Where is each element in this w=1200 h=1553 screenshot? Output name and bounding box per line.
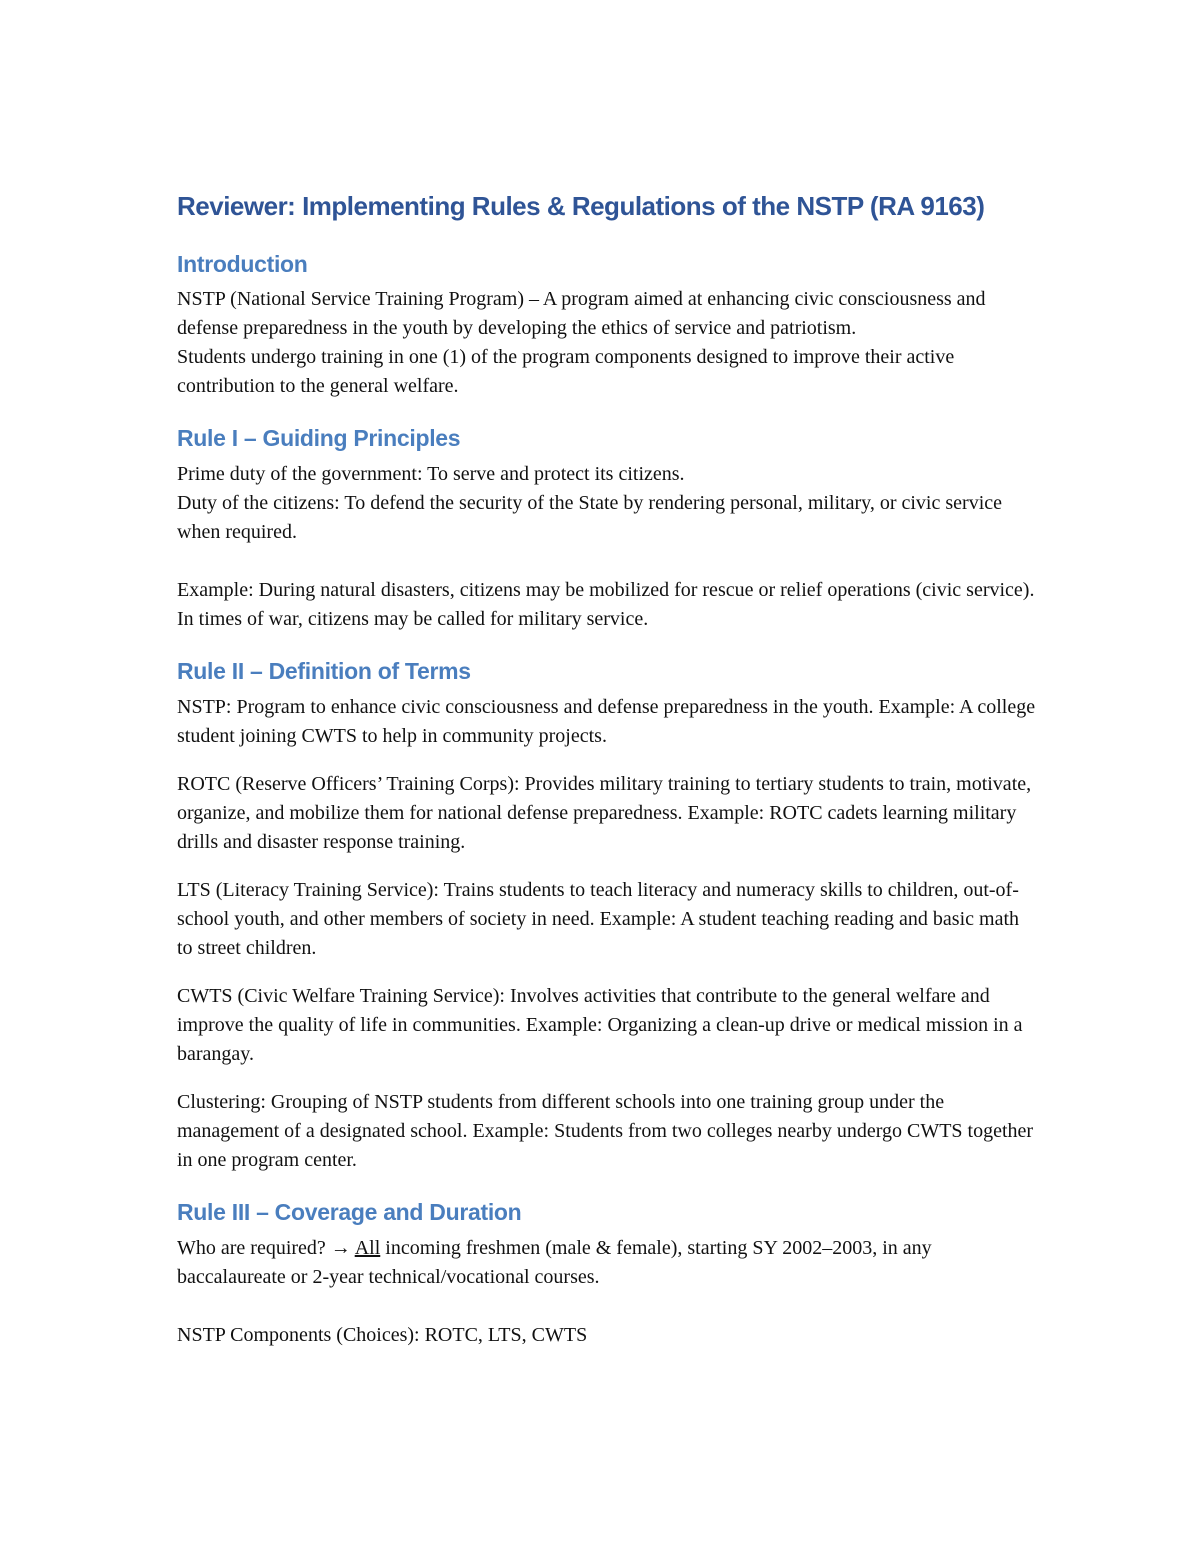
rule3-paragraph-components: NSTP Components (Choices): ROTC, LTS, CWTS [177,1324,588,1347]
rule2-paragraph-nstp: NSTP: Program to enhance civic consciousness and defense preparedness in the youth. Example: A college student joining CWTS to help in community projects. [177,696,1036,748]
rule3-paragraph-who-are-required [177,1234,1037,1292]
rule2-paragraph-cwts: CWTS (Civic Welfare Training Service): Involves activities that contribute to the general welfare and improve the quality of life in communities. Example: Organizing a clean-up drive or medical mission in a barangay. [177,985,1023,1066]
who-required-prefix: Who are required? → [177,1237,355,1260]
section-heading-rule-1-guiding-principles: Rule I – Guiding Principles [177,425,461,452]
rule1-paragraph-example: Example: During natural disasters, citizens may be mobilized for rescue or relief operations (civic service). In times of war, citizens may be called for military service. [177,579,1035,631]
section-heading-rule-2-definition-of-terms: Rule II – Definition of Terms [177,658,471,685]
rule1-paragraph-duty-of-citizens: Duty of the citizens: To defend the security of the State by rendering personal, military, or civic service when required. [177,492,1002,544]
section-heading-rule-3-coverage-and-duration: Rule III – Coverage and Duration [177,1199,522,1226]
section-heading-introduction: Introduction [177,250,308,277]
rule2-paragraph-lts: LTS (Literacy Training Service): Trains students to teach literacy and numeracy skills to children, out-of-school youth, and other members of society in need. Example: A student teaching reading and basic math to street children. [177,879,1020,960]
document-body [177,250,1037,1351]
document-title: Reviewer: Implementing Rules & Regulations of the NSTP (RA 9163) [177,191,985,221]
introduction-paragraph-2: Students undergo training in one (1) of the program components designed to improve their active contribution to the general welfare. [177,346,955,398]
introduction-paragraph-1: NSTP (National Service Training Program) – A program aimed at enhancing civic consciousness and defense preparedness in the youth by developing the ethics of service and patriotism. [177,288,986,340]
rule2-paragraph-rotc: ROTC (Reserve Officers’ Training Corps): Provides military training to tertiary students to train, motivate, organize, and mobilize them for national defense preparedness. Example: ROTC cadets learning military drills and disaster response training. [177,773,1032,854]
rule1-paragraph-prime-duty: Prime duty of the government: To serve and protect its citizens. [177,463,685,486]
who-required-suffix: incoming freshmen (male & female), starting SY 2002–2003, in any baccalaureate or 2-year technical/vocational courses. [177,1237,932,1289]
rule2-paragraph-clustering: Clustering: Grouping of NSTP students from different schools into one training group under the management of a designated school. Example: Students from two colleges nearby undergo CWTS together in one program center. [177,1091,1034,1172]
who-required-underlined-word: All [354,1237,381,1260]
